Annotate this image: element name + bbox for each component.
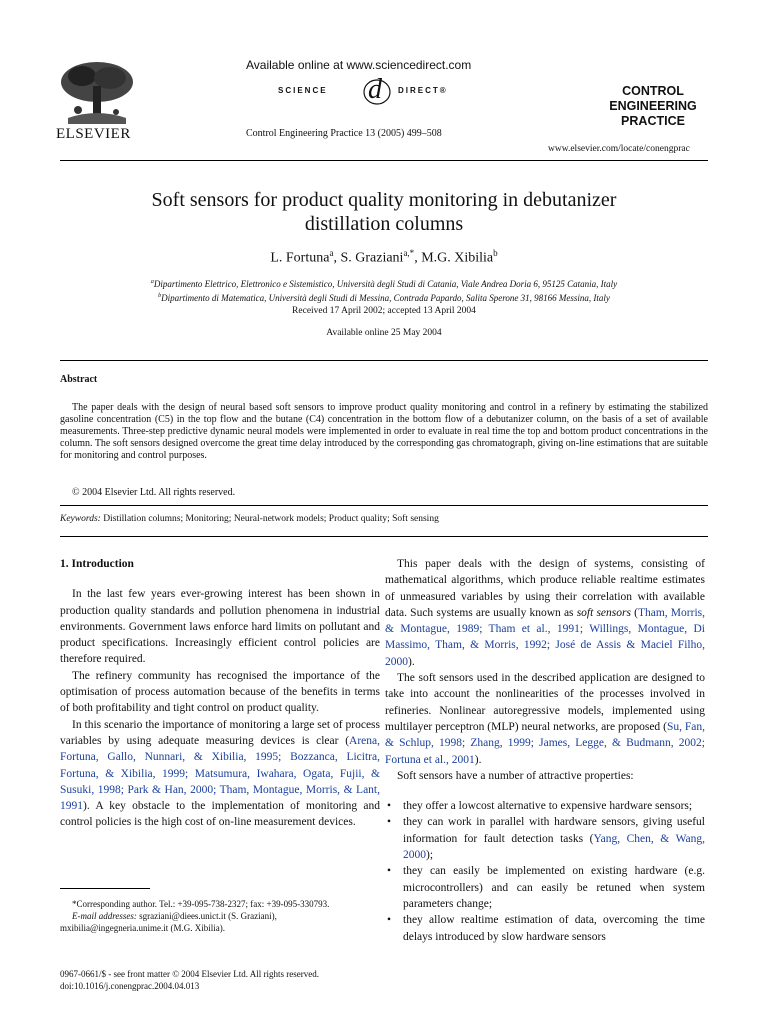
journal-name bbox=[588, 84, 718, 129]
right-p1-start: This paper deals with the design of systems, consisting of mathematical algorithms, which produce reliable realtime estimates of unmeasured variables by using their correlation with available data. Such systems are usually known as bbox=[385, 558, 705, 619]
intro-paragraph-2: The refinery community has recognised the importance of the optimisation of process automation because of the benefits in terms of both profitability and tight control on product quality. bbox=[60, 669, 380, 715]
left-column bbox=[60, 556, 380, 831]
affiliation-b-text: Dipartimento di Matematica, Università degli Studi di Messina, Contrada Papardo, Salita Sperone 31, 98166 Messina, Italy bbox=[161, 293, 610, 303]
right-paragraph-2 bbox=[385, 670, 705, 768]
available-online[interactable]: Available online at www.sciencedirect.com bbox=[246, 58, 472, 72]
right-p1-citations[interactable]: Tham, Morris, & Montague, 1989; Tham et al., 1991; Willings, Montague, Di Massimo, Tham, & Morris, 1992; José de Assis & Maciel Filho, 2000 bbox=[385, 606, 705, 668]
bullet-icon: • bbox=[387, 914, 392, 927]
author-xibilia-sup: b bbox=[493, 248, 498, 258]
intro-p3-end: ). A key obstacle to the implementation of monitoring and control policies is the high cost of on-line measurement devices. bbox=[60, 800, 380, 829]
properties-list bbox=[385, 798, 705, 945]
list-item-text: they offer a lowcost alternative to expensive hardware sensors; bbox=[403, 800, 693, 813]
abstract-rule-bottom bbox=[60, 536, 708, 537]
title-rule bbox=[60, 360, 708, 361]
affiliation-b bbox=[60, 290, 708, 304]
sciencedirect-logo[interactable] bbox=[278, 74, 483, 105]
right-paragraph-1 bbox=[385, 556, 705, 670]
publisher-name: ELSEVIER bbox=[56, 126, 131, 142]
paper-title bbox=[60, 188, 708, 236]
author-graziani: S. Graziani bbox=[340, 250, 404, 266]
author-xibilia: M.G. Xibilia bbox=[421, 250, 494, 266]
journal-name-line1: CONTROL ENGINEERING bbox=[609, 84, 697, 113]
abstract-body: The paper deals with the design of neural based soft sensors to improve product quality monitoring and control in a refinery by estimating the stabilized gasoline concentration (C5) in the top flow and the butane (C4) concentration in the bottom flow of a debutanizer column, on the basis of a set of available measurements. Three-step predictive dynamic neural models were implemented in order to evaluate in real time the top and bottom product concentrations in the column. The soft sensors designed overcome the great time delay introduced by the corresponding gas chromatograph, giving on-line estimations that are suitable for monitoring and control purposes. bbox=[60, 402, 708, 462]
list-item-text: they can work in parallel with hardware sensors, giving useful information for fault detection tasks ( bbox=[403, 816, 705, 845]
affiliation-a-sup: a bbox=[150, 279, 154, 285]
sd-mid: d bbox=[368, 74, 382, 105]
intro-paragraph-1: In the last few years ever-growing interest has been shown in production quality standards and pollution phenomena in industrial environments. Government laws enforce hard limits on pollutant and product specifications. Increasingly efficient control policies are therefore required. bbox=[60, 588, 380, 666]
intro-paragraph-3 bbox=[60, 717, 380, 831]
abstract-copyright: © 2004 Elsevier Ltd. All rights reserved. bbox=[72, 487, 236, 498]
list-item-text-end: ); bbox=[426, 849, 434, 862]
sd-right: DIRECT® bbox=[398, 86, 448, 95]
author-graziani-sup: a,* bbox=[403, 248, 415, 258]
elsevier-tree-logo bbox=[58, 58, 136, 126]
bullet-icon: • bbox=[387, 816, 392, 829]
doi-line[interactable]: doi:10.1016/j.conengprac.2004.04.013 bbox=[60, 981, 200, 991]
online-date: Available online 25 May 2004 bbox=[326, 328, 442, 338]
right-p1-emphasis: soft sensors bbox=[576, 606, 631, 619]
footnote-email-xibilia[interactable]: mxibilia@ingegneria.unime.it (M.G. Xibilia). bbox=[60, 923, 226, 933]
issn-line: 0967-0661/$ - see front matter © 2004 Elsevier Ltd. All rights reserved. bbox=[60, 969, 320, 979]
sd-circle-icon bbox=[362, 78, 392, 106]
citation: Control Engineering Practice 13 (2005) 499–508 bbox=[246, 128, 442, 139]
section-heading-introduction: 1. Introduction bbox=[60, 558, 134, 570]
list-item bbox=[385, 814, 705, 863]
list-item-text: they can easily be implemented on existing hardware (e.g. microcontrollers) and can easily be retuned when system parameters change; bbox=[403, 865, 705, 910]
keywords-text: Distillation columns; Monitoring; Neural-network models; Product quality; Soft sensing bbox=[100, 514, 439, 524]
footnote-email bbox=[60, 910, 380, 922]
title-line1: Soft sensors for product quality monitoring in debutanizer bbox=[151, 189, 617, 211]
right-column bbox=[385, 556, 705, 945]
footnote-email-graziani[interactable]: sgraziani@diees.unict.it (S. Graziani), bbox=[136, 911, 277, 921]
footnote-rule bbox=[60, 888, 150, 889]
right-p1-end: ). bbox=[408, 655, 415, 668]
affiliation-a bbox=[60, 276, 708, 290]
list-item bbox=[385, 912, 705, 945]
author-sep1: , bbox=[333, 250, 341, 266]
keywords bbox=[60, 514, 708, 524]
author-fortuna: L. Fortuna bbox=[270, 250, 330, 266]
affiliation-b-sup: b bbox=[158, 293, 162, 299]
right-p2-end: ). bbox=[474, 753, 482, 766]
footnotes bbox=[60, 898, 380, 934]
right-paragraph-3: Soft sensors have a number of attractive properties: bbox=[397, 769, 634, 782]
sd-left: SCIENCE bbox=[278, 86, 328, 95]
header-rule bbox=[60, 160, 708, 161]
author-sep2: , bbox=[414, 250, 422, 266]
right-p1-mid: ( bbox=[630, 606, 638, 619]
affiliations bbox=[60, 276, 708, 304]
list-item bbox=[385, 863, 705, 912]
authors bbox=[60, 248, 708, 267]
author-fortuna-sup: a bbox=[329, 248, 334, 258]
intro-p3-citations[interactable]: Arena, Fortuna, Gallo, Nunnari, & Xibilia, 1995; Bozzanca, Licitra, Fortuna, & Xibilia, 1999; Matsumura, Iwahara, Ogata, Fujii, & Susuki, 1998; Park & Han, 2000; Tham, Montague, Morris, & Lant, 1991 bbox=[60, 734, 380, 813]
right-p2-citations[interactable]: Su, Fan, & Schlup, 1998; Zhang, 1999; James, Legge, & Budmann, 2002; Fortuna et al., 2001 bbox=[385, 720, 705, 766]
footnote-email-label: E-mail addresses: bbox=[72, 911, 137, 921]
received-date: Received 17 April 2002; accepted 13 April 2004 bbox=[292, 306, 476, 316]
journal-url[interactable]: www.elsevier.com/locate/conengprac bbox=[548, 144, 690, 154]
footnote-corresponding: *Corresponding author. Tel.: +39-095-738-2327; fax: +39-095-330793. bbox=[72, 899, 330, 909]
list-item-citation[interactable]: Yang, Chen, & Wang, 2000 bbox=[403, 832, 705, 862]
abstract-rule-top bbox=[60, 505, 708, 506]
title-line2: distillation columns bbox=[304, 213, 464, 235]
keywords-label: Keywords: bbox=[60, 514, 101, 524]
bullet-icon: • bbox=[387, 865, 392, 878]
intro-p3-start: In this scenario the importance of monitoring a large set of process variables by using adequate measuring devices is clear ( bbox=[60, 718, 380, 747]
list-item-text: they allow realtime estimation of data, overcoming the time delays introduced by slow hardware sensors bbox=[403, 914, 705, 943]
affiliation-a-text: Dipartimento Elettrico, Elettronico e Sistemistico, Università degli Studi di Catania, Viale Andrea Doria 6, 95125 Catania, Italy bbox=[153, 279, 618, 289]
right-p2-start: The soft sensors used in the described application are designed to take into account the nonlinearities of the processes involved in refineries. Nonlinear autoregressive models, implemented using multilayer perceptron (MLP) neural networks, are proposed ( bbox=[385, 672, 705, 733]
journal-name-line2: PRACTICE bbox=[621, 114, 685, 128]
abstract-heading: Abstract bbox=[60, 374, 98, 385]
list-item bbox=[385, 798, 705, 814]
front-matter bbox=[60, 968, 440, 992]
abstract-text bbox=[60, 402, 708, 462]
bullet-icon: • bbox=[387, 800, 392, 813]
